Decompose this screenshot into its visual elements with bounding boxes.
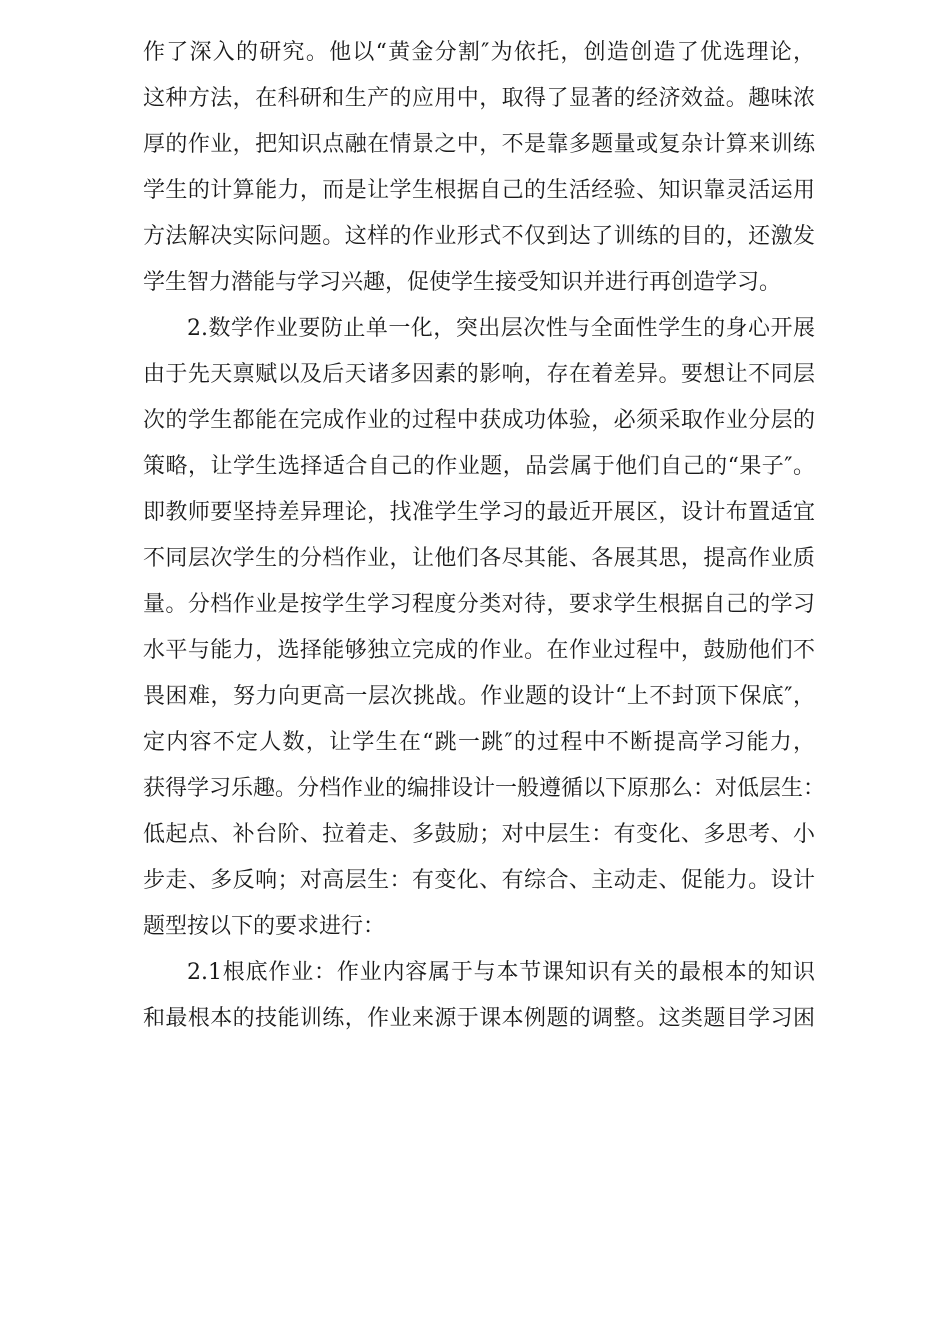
body-text-line: 步走、多反响；对高层生：有变化、有综合、主动走、促能力。设计: [143, 868, 815, 893]
section-heading-2-1: 2.1根底作业：作业内容属于与本节课知识有关的最根本的知识: [187, 960, 815, 985]
body-text-line: 水平与能力，选择能够独立完成的作业。在作业过程中，鼓励他们不: [143, 638, 815, 663]
body-text-line: 厚的作业，把知识点融在情景之中，不是靠多题量或复杂计算来训练: [143, 132, 815, 157]
body-text-line: 由于先天禀赋以及后天诸多因素的影响，存在着差异。要想让不同层: [143, 362, 815, 387]
body-text-line: 方法解决实际问题。这样的作业形式不仅到达了训练的目的，还激发: [143, 224, 815, 249]
body-text-line: 作了深入的研究。他以“黄金分割″为依托，创造创造了优选理论，: [143, 40, 815, 65]
body-text-line: 学生的计算能力，而是让学生根据自己的生活经验、知识靠灵活运用: [143, 178, 815, 203]
body-text-line: 次的学生都能在完成作业的过程中获成功体验，必须采取作业分层的: [143, 408, 815, 433]
body-text-line: 定内容不定人数，让学生在“跳一跳″的过程中不断提高学习能力，: [143, 730, 815, 755]
body-text-line: 和最根本的技能训练，作业来源于课本例题的调整。这类题目学习困: [143, 1006, 815, 1031]
body-text-line: 低起点、补台阶、拉着走、多鼓励；对中层生：有变化、多思考、小: [143, 822, 815, 847]
section-heading-2: 2.数学作业要防止单一化，突出层次性与全面性学生的身心开展: [187, 316, 815, 341]
body-text-line: 这种方法，在科研和生产的应用中，取得了显著的经济效益。趣味浓: [143, 86, 815, 111]
body-text-line: 学生智力潜能与学习兴趣，促使学生接受知识并进行再创造学习。: [143, 270, 782, 295]
body-text-line: 获得学习乐趣。分档作业的编排设计一般遵循以下原那么：对低层生：: [143, 776, 826, 801]
body-text-line: 即教师要坚持差异理论，找准学生学习的最近开展区，设计布置适宜: [143, 500, 815, 525]
body-text-line: 题型按以下的要求进行：: [143, 914, 386, 939]
body-text-line: 不同层次学生的分档作业，让他们各尽其能、各展其思，提高作业质: [143, 546, 815, 571]
body-text-line: 畏困难，努力向更高一层次挑战。作业题的设计“上不封顶下保底″，: [143, 684, 815, 709]
body-text-line: 量。分档作业是按学生学习程度分类对待，要求学生根据自己的学习: [143, 592, 815, 617]
body-text-line: 策略，让学生选择适合自己的作业题，品尝属于他们自己的“果子″。: [143, 454, 815, 479]
